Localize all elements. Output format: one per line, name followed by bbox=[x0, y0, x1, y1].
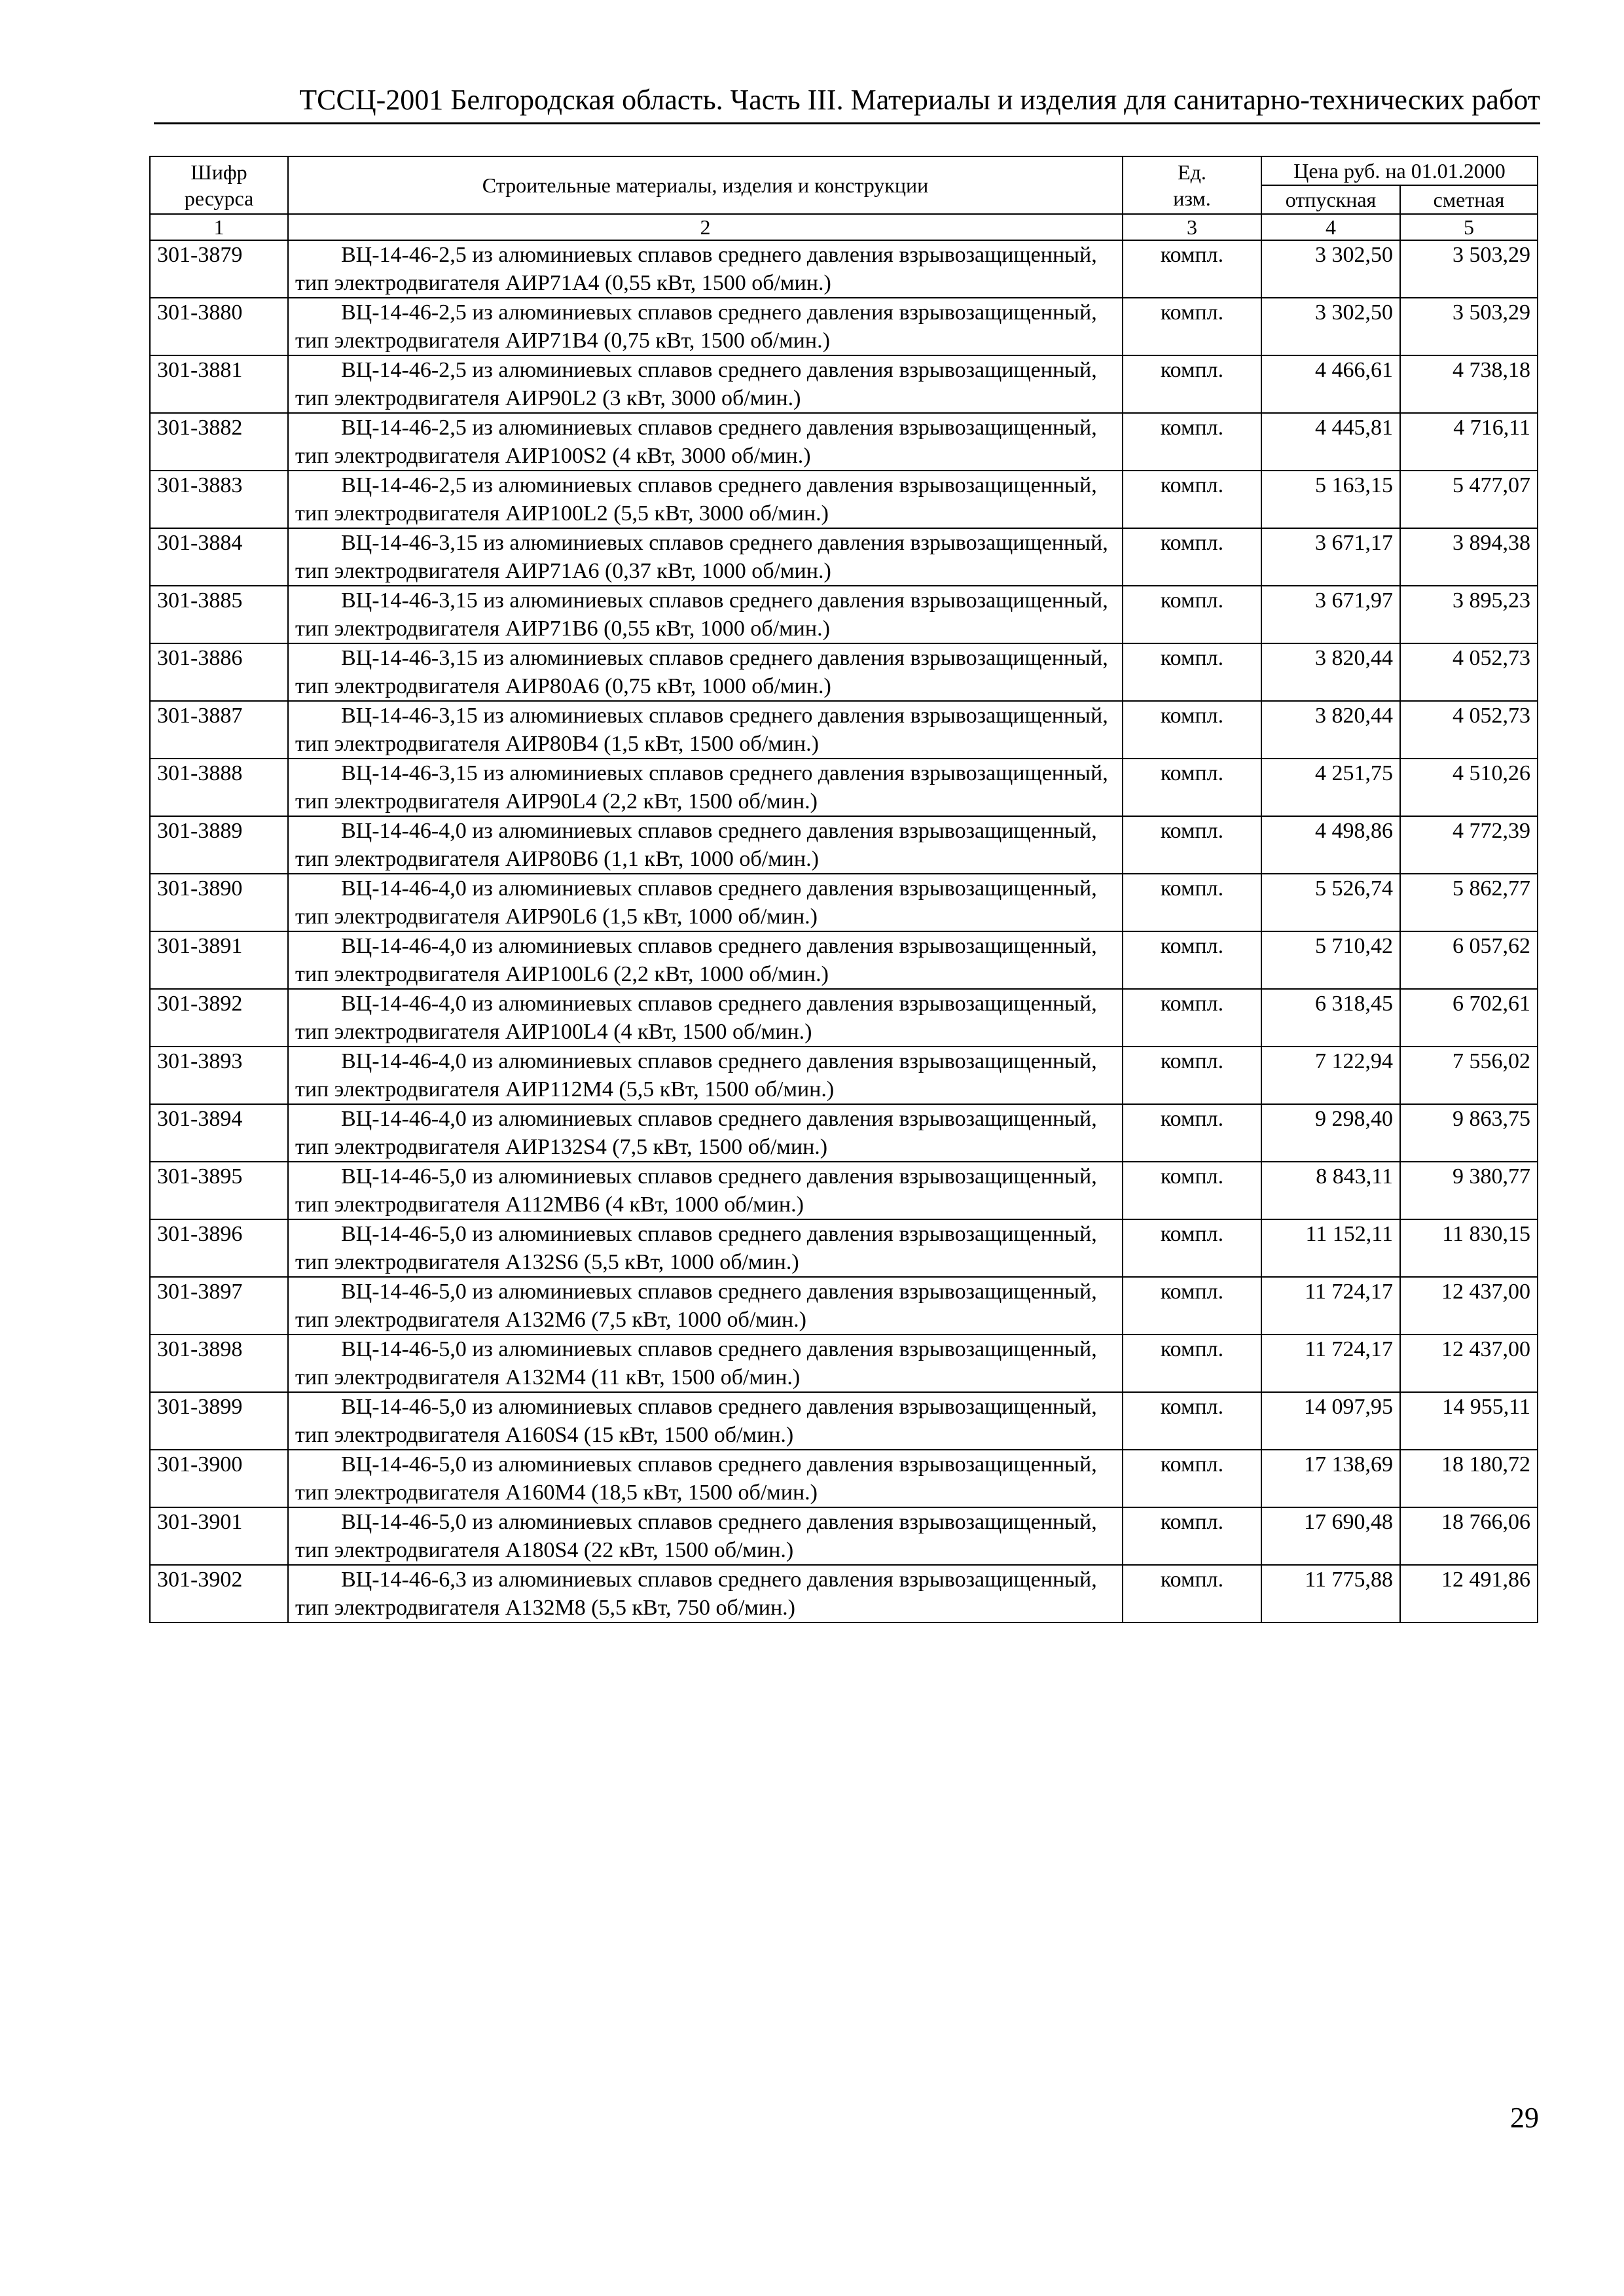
resource-code-cell: 301-3888 bbox=[150, 759, 288, 816]
release-price-cell: 3 671,97 bbox=[1261, 586, 1400, 643]
release-price-cell: 11 152,11 bbox=[1261, 1219, 1400, 1277]
unit-cell: компл. bbox=[1123, 1565, 1261, 1623]
resource-code-cell: 301-3884 bbox=[150, 528, 288, 586]
material-name-cell bbox=[288, 528, 1123, 586]
resource-code-cell: 301-3889 bbox=[150, 816, 288, 874]
table-row bbox=[150, 1565, 1538, 1623]
unit-cell: компл. bbox=[1123, 355, 1261, 413]
column-number: 2 bbox=[288, 214, 1123, 240]
table-row bbox=[150, 874, 1538, 931]
release-price-cell: 11 724,17 bbox=[1261, 1277, 1400, 1335]
resource-code-cell: 301-3902 bbox=[150, 1565, 288, 1623]
estimate-price-cell: 7 556,02 bbox=[1400, 1047, 1538, 1104]
document-title: ТССЦ-2001 Белгородская область. Часть III. Материалы и изделия для санитарно-технических работ bbox=[299, 84, 1540, 116]
table-row bbox=[150, 355, 1538, 413]
unit-cell: компл. bbox=[1123, 1047, 1261, 1104]
estimate-price-cell: 12 437,00 bbox=[1400, 1335, 1538, 1392]
material-name-cell bbox=[288, 989, 1123, 1047]
release-price-cell: 4 445,81 bbox=[1261, 413, 1400, 471]
resource-code-cell: 301-3879 bbox=[150, 240, 288, 298]
release-price-cell: 3 671,17 bbox=[1261, 528, 1400, 586]
material-name-text: ВЦ-14-46-4,0 из алюминиевых сплавов среднего давления взрывозащищенный, тип электродвигателя АИР112М4 (5,5 кВт, 1500 об/мин.) bbox=[295, 1049, 1097, 1102]
material-name-cell bbox=[288, 643, 1123, 701]
resource-code-cell: 301-3898 bbox=[150, 1335, 288, 1392]
release-price-cell: 8 843,11 bbox=[1261, 1162, 1400, 1219]
release-price-cell: 17 690,48 bbox=[1261, 1507, 1400, 1565]
estimate-price-cell: 3 894,38 bbox=[1400, 528, 1538, 586]
estimate-price-cell: 4 052,73 bbox=[1400, 643, 1538, 701]
unit-cell: компл. bbox=[1123, 298, 1261, 355]
header-code-line1: Шифр bbox=[190, 160, 247, 184]
material-name-text: ВЦ-14-46-5,0 из алюминиевых сплавов среднего давления взрывозащищенный, тип электродвигателя А112МВ6 (4 кВт, 1000 об/мин.) bbox=[295, 1164, 1097, 1217]
column-number-row bbox=[150, 214, 1538, 240]
material-name-text: ВЦ-14-46-2,5 из алюминиевых сплавов среднего давления взрывозащищенный, тип электродвигателя АИР90L2 (3 кВт, 3000 об/мин.) bbox=[295, 358, 1097, 410]
page-number: 29 bbox=[1510, 2102, 1539, 2134]
table-row bbox=[150, 1392, 1538, 1450]
unit-cell: компл. bbox=[1123, 1219, 1261, 1277]
resource-code-cell: 301-3893 bbox=[150, 1047, 288, 1104]
resource-code-cell: 301-3880 bbox=[150, 298, 288, 355]
estimate-price-cell: 4 716,11 bbox=[1400, 413, 1538, 471]
table-row bbox=[150, 1277, 1538, 1335]
release-price-cell: 4 466,61 bbox=[1261, 355, 1400, 413]
header-name: Строительные материалы, изделия и конструкции bbox=[288, 156, 1123, 214]
unit-cell: компл. bbox=[1123, 1507, 1261, 1565]
estimate-price-cell: 12 491,86 bbox=[1400, 1565, 1538, 1623]
material-name-cell bbox=[288, 355, 1123, 413]
material-name-text: ВЦ-14-46-3,15 из алюминиевых сплавов среднего давления взрывозащищенный, тип электродвигателя АИР80В4 (1,5 кВт, 1500 об/мин.) bbox=[295, 704, 1108, 756]
table-row bbox=[150, 931, 1538, 989]
table-row bbox=[150, 1335, 1538, 1392]
resource-code-cell: 301-3901 bbox=[150, 1507, 288, 1565]
header-price-estimate: сметная bbox=[1400, 185, 1538, 214]
material-name-cell bbox=[288, 471, 1123, 528]
column-number: 4 bbox=[1261, 214, 1400, 240]
header-unit-line2: изм. bbox=[1173, 187, 1211, 210]
estimate-price-cell: 3 895,23 bbox=[1400, 586, 1538, 643]
material-name-text: ВЦ-14-46-3,15 из алюминиевых сплавов среднего давления взрывозащищенный, тип электродвигателя АИР80А6 (0,75 кВт, 1000 об/мин.) bbox=[295, 646, 1108, 698]
release-price-cell: 11 724,17 bbox=[1261, 1335, 1400, 1392]
release-price-cell: 3 302,50 bbox=[1261, 298, 1400, 355]
table-body bbox=[150, 240, 1538, 1623]
estimate-price-cell: 4 510,26 bbox=[1400, 759, 1538, 816]
material-name-text: ВЦ-14-46-5,0 из алюминиевых сплавов среднего давления взрывозащищенный, тип электродвигателя А160S4 (15 кВт, 1500 об/мин.) bbox=[295, 1395, 1097, 1447]
unit-cell: компл. bbox=[1123, 1392, 1261, 1450]
header-price-group: Цена руб. на 01.01.2000 bbox=[1261, 156, 1538, 185]
estimate-price-cell: 4 738,18 bbox=[1400, 355, 1538, 413]
material-name-cell bbox=[288, 759, 1123, 816]
resource-code-cell: 301-3890 bbox=[150, 874, 288, 931]
resource-code-cell: 301-3891 bbox=[150, 931, 288, 989]
material-name-cell bbox=[288, 1277, 1123, 1335]
material-name-cell bbox=[288, 298, 1123, 355]
table-row bbox=[150, 1507, 1538, 1565]
table-row bbox=[150, 1450, 1538, 1507]
resource-code-cell: 301-3883 bbox=[150, 471, 288, 528]
material-name-cell bbox=[288, 1565, 1123, 1623]
material-name-text: ВЦ-14-46-2,5 из алюминиевых сплавов среднего давления взрывозащищенный, тип электродвигателя АИР71В4 (0,75 кВт, 1500 об/мин.) bbox=[295, 300, 1097, 353]
resource-code-cell: 301-3894 bbox=[150, 1104, 288, 1162]
material-name-cell bbox=[288, 586, 1123, 643]
release-price-cell: 3 820,44 bbox=[1261, 643, 1400, 701]
header-code bbox=[150, 156, 288, 214]
material-name-cell bbox=[288, 931, 1123, 989]
material-name-text: ВЦ-14-46-3,15 из алюминиевых сплавов среднего давления взрывозащищенный, тип электродвигателя АИР71А6 (0,37 кВт, 1000 об/мин.) bbox=[295, 531, 1108, 583]
header-code-line2: ресурса bbox=[184, 187, 254, 210]
release-price-cell: 5 710,42 bbox=[1261, 931, 1400, 989]
material-name-text: ВЦ-14-46-5,0 из алюминиевых сплавов среднего давления взрывозащищенный, тип электродвигателя А132М4 (11 кВт, 1500 об/мин.) bbox=[295, 1337, 1097, 1390]
resource-code-cell: 301-3885 bbox=[150, 586, 288, 643]
material-name-text: ВЦ-14-46-2,5 из алюминиевых сплавов среднего давления взрывозащищенный, тип электродвигателя АИР100S2 (4 кВт, 3000 об/мин.) bbox=[295, 416, 1097, 468]
header-unit bbox=[1123, 156, 1261, 214]
resource-code-cell: 301-3886 bbox=[150, 643, 288, 701]
estimate-price-cell: 12 437,00 bbox=[1400, 1277, 1538, 1335]
resource-code-cell: 301-3900 bbox=[150, 1450, 288, 1507]
material-name-cell bbox=[288, 701, 1123, 759]
material-name-text: ВЦ-14-46-5,0 из алюминиевых сплавов среднего давления взрывозащищенный, тип электродвигателя А132М6 (7,5 кВт, 1000 об/мин.) bbox=[295, 1280, 1097, 1332]
table-row bbox=[150, 816, 1538, 874]
header-unit-line1: Ед. bbox=[1178, 160, 1206, 184]
material-name-cell bbox=[288, 240, 1123, 298]
resource-code-cell: 301-3895 bbox=[150, 1162, 288, 1219]
material-name-text: ВЦ-14-46-2,5 из алюминиевых сплавов среднего давления взрывозащищенный, тип электродвигателя АИР100L2 (5,5 кВт, 3000 об/мин.) bbox=[295, 473, 1097, 526]
estimate-price-cell: 5 477,07 bbox=[1400, 471, 1538, 528]
material-name-cell bbox=[288, 874, 1123, 931]
table-row bbox=[150, 701, 1538, 759]
column-number: 3 bbox=[1123, 214, 1261, 240]
material-name-cell bbox=[288, 1507, 1123, 1565]
material-name-text: ВЦ-14-46-4,0 из алюминиевых сплавов среднего давления взрывозащищенный, тип электродвигателя АИР100L6 (2,2 кВт, 1000 об/мин.) bbox=[295, 934, 1097, 986]
unit-cell: компл. bbox=[1123, 1335, 1261, 1392]
estimate-price-cell: 3 503,29 bbox=[1400, 298, 1538, 355]
unit-cell: компл. bbox=[1123, 1104, 1261, 1162]
unit-cell: компл. bbox=[1123, 931, 1261, 989]
estimate-price-cell: 18 180,72 bbox=[1400, 1450, 1538, 1507]
price-table bbox=[149, 156, 1538, 1623]
material-name-text: ВЦ-14-46-4,0 из алюминиевых сплавов среднего давления взрывозащищенный, тип электродвигателя АИР132S4 (7,5 кВт, 1500 об/мин.) bbox=[295, 1107, 1097, 1159]
table-row bbox=[150, 1047, 1538, 1104]
resource-code-cell: 301-3897 bbox=[150, 1277, 288, 1335]
unit-cell: компл. bbox=[1123, 701, 1261, 759]
estimate-price-cell: 9 380,77 bbox=[1400, 1162, 1538, 1219]
estimate-price-cell: 5 862,77 bbox=[1400, 874, 1538, 931]
unit-cell: компл. bbox=[1123, 874, 1261, 931]
release-price-cell: 9 298,40 bbox=[1261, 1104, 1400, 1162]
table-row bbox=[150, 759, 1538, 816]
table-row bbox=[150, 1104, 1538, 1162]
estimate-price-cell: 4 052,73 bbox=[1400, 701, 1538, 759]
table-row bbox=[150, 1162, 1538, 1219]
table-row bbox=[150, 471, 1538, 528]
release-price-cell: 3 820,44 bbox=[1261, 701, 1400, 759]
header-price-release: отпускная bbox=[1261, 185, 1400, 214]
material-name-cell bbox=[288, 1162, 1123, 1219]
estimate-price-cell: 6 702,61 bbox=[1400, 989, 1538, 1047]
estimate-price-cell: 14 955,11 bbox=[1400, 1392, 1538, 1450]
resource-code-cell: 301-3896 bbox=[150, 1219, 288, 1277]
resource-code-cell: 301-3887 bbox=[150, 701, 288, 759]
estimate-price-cell: 9 863,75 bbox=[1400, 1104, 1538, 1162]
column-number: 5 bbox=[1400, 214, 1538, 240]
column-number: 1 bbox=[150, 214, 288, 240]
material-name-cell bbox=[288, 1219, 1123, 1277]
table-row bbox=[150, 413, 1538, 471]
material-name-text: ВЦ-14-46-5,0 из алюминиевых сплавов среднего давления взрывозащищенный, тип электродвигателя А180S4 (22 кВт, 1500 об/мин.) bbox=[295, 1510, 1097, 1562]
estimate-price-cell: 18 766,06 bbox=[1400, 1507, 1538, 1565]
unit-cell: компл. bbox=[1123, 989, 1261, 1047]
release-price-cell: 7 122,94 bbox=[1261, 1047, 1400, 1104]
material-name-cell bbox=[288, 1392, 1123, 1450]
unit-cell: компл. bbox=[1123, 1450, 1261, 1507]
release-price-cell: 4 251,75 bbox=[1261, 759, 1400, 816]
estimate-price-cell: 3 503,29 bbox=[1400, 240, 1538, 298]
estimate-price-cell: 4 772,39 bbox=[1400, 816, 1538, 874]
resource-code-cell: 301-3881 bbox=[150, 355, 288, 413]
unit-cell: компл. bbox=[1123, 586, 1261, 643]
unit-cell: компл. bbox=[1123, 1277, 1261, 1335]
estimate-price-cell: 11 830,15 bbox=[1400, 1219, 1538, 1277]
resource-code-cell: 301-3882 bbox=[150, 413, 288, 471]
table-row bbox=[150, 1219, 1538, 1277]
table-row bbox=[150, 528, 1538, 586]
running-header bbox=[154, 82, 1540, 124]
material-name-cell bbox=[288, 1047, 1123, 1104]
unit-cell: компл. bbox=[1123, 413, 1261, 471]
release-price-cell: 17 138,69 bbox=[1261, 1450, 1400, 1507]
material-name-text: ВЦ-14-46-6,3 из алюминиевых сплавов среднего давления взрывозащищенный, тип электродвигателя А132М8 (5,5 кВт, 750 об/мин.) bbox=[295, 1568, 1097, 1620]
material-name-cell bbox=[288, 1104, 1123, 1162]
material-name-cell bbox=[288, 413, 1123, 471]
material-name-cell bbox=[288, 816, 1123, 874]
material-name-cell bbox=[288, 1335, 1123, 1392]
material-name-cell bbox=[288, 1450, 1123, 1507]
material-name-text: ВЦ-14-46-2,5 из алюминиевых сплавов среднего давления взрывозащищенный, тип электродвигателя АИР71А4 (0,55 кВт, 1500 об/мин.) bbox=[295, 243, 1097, 295]
unit-cell: компл. bbox=[1123, 816, 1261, 874]
release-price-cell: 5 163,15 bbox=[1261, 471, 1400, 528]
release-price-cell: 11 775,88 bbox=[1261, 1565, 1400, 1623]
release-price-cell: 5 526,74 bbox=[1261, 874, 1400, 931]
unit-cell: компл. bbox=[1123, 1162, 1261, 1219]
material-name-text: ВЦ-14-46-3,15 из алюминиевых сплавов среднего давления взрывозащищенный, тип электродвигателя АИР90L4 (2,2 кВт, 1500 об/мин.) bbox=[295, 761, 1108, 814]
material-name-text: ВЦ-14-46-5,0 из алюминиевых сплавов среднего давления взрывозащищенный, тип электродвигателя А160М4 (18,5 кВт, 1500 об/мин.) bbox=[295, 1452, 1097, 1505]
material-name-text: ВЦ-14-46-5,0 из алюминиевых сплавов среднего давления взрывозащищенный, тип электродвигателя А132S6 (5,5 кВт, 1000 об/мин.) bbox=[295, 1222, 1097, 1274]
material-name-text: ВЦ-14-46-4,0 из алюминиевых сплавов среднего давления взрывозащищенный, тип электродвигателя АИР100L4 (4 кВт, 1500 об/мин.) bbox=[295, 992, 1097, 1044]
table-row bbox=[150, 586, 1538, 643]
material-name-text: ВЦ-14-46-4,0 из алюминиевых сплавов среднего давления взрывозащищенный, тип электродвигателя АИР80В6 (1,1 кВт, 1000 об/мин.) bbox=[295, 819, 1097, 871]
release-price-cell: 4 498,86 bbox=[1261, 816, 1400, 874]
table-row bbox=[150, 989, 1538, 1047]
unit-cell: компл. bbox=[1123, 471, 1261, 528]
material-name-text: ВЦ-14-46-3,15 из алюминиевых сплавов среднего давления взрывозащищенный, тип электродвигателя АИР71В6 (0,55 кВт, 1000 об/мин.) bbox=[295, 588, 1108, 641]
resource-code-cell: 301-3892 bbox=[150, 989, 288, 1047]
table-row bbox=[150, 240, 1538, 298]
release-price-cell: 14 097,95 bbox=[1261, 1392, 1400, 1450]
release-price-cell: 3 302,50 bbox=[1261, 240, 1400, 298]
table-row bbox=[150, 643, 1538, 701]
unit-cell: компл. bbox=[1123, 643, 1261, 701]
table-row bbox=[150, 298, 1538, 355]
release-price-cell: 6 318,45 bbox=[1261, 989, 1400, 1047]
estimate-price-cell: 6 057,62 bbox=[1400, 931, 1538, 989]
material-name-text: ВЦ-14-46-4,0 из алюминиевых сплавов среднего давления взрывозащищенный, тип электродвигателя АИР90L6 (1,5 кВт, 1000 об/мин.) bbox=[295, 876, 1097, 929]
resource-code-cell: 301-3899 bbox=[150, 1392, 288, 1450]
unit-cell: компл. bbox=[1123, 240, 1261, 298]
unit-cell: компл. bbox=[1123, 528, 1261, 586]
unit-cell: компл. bbox=[1123, 759, 1261, 816]
